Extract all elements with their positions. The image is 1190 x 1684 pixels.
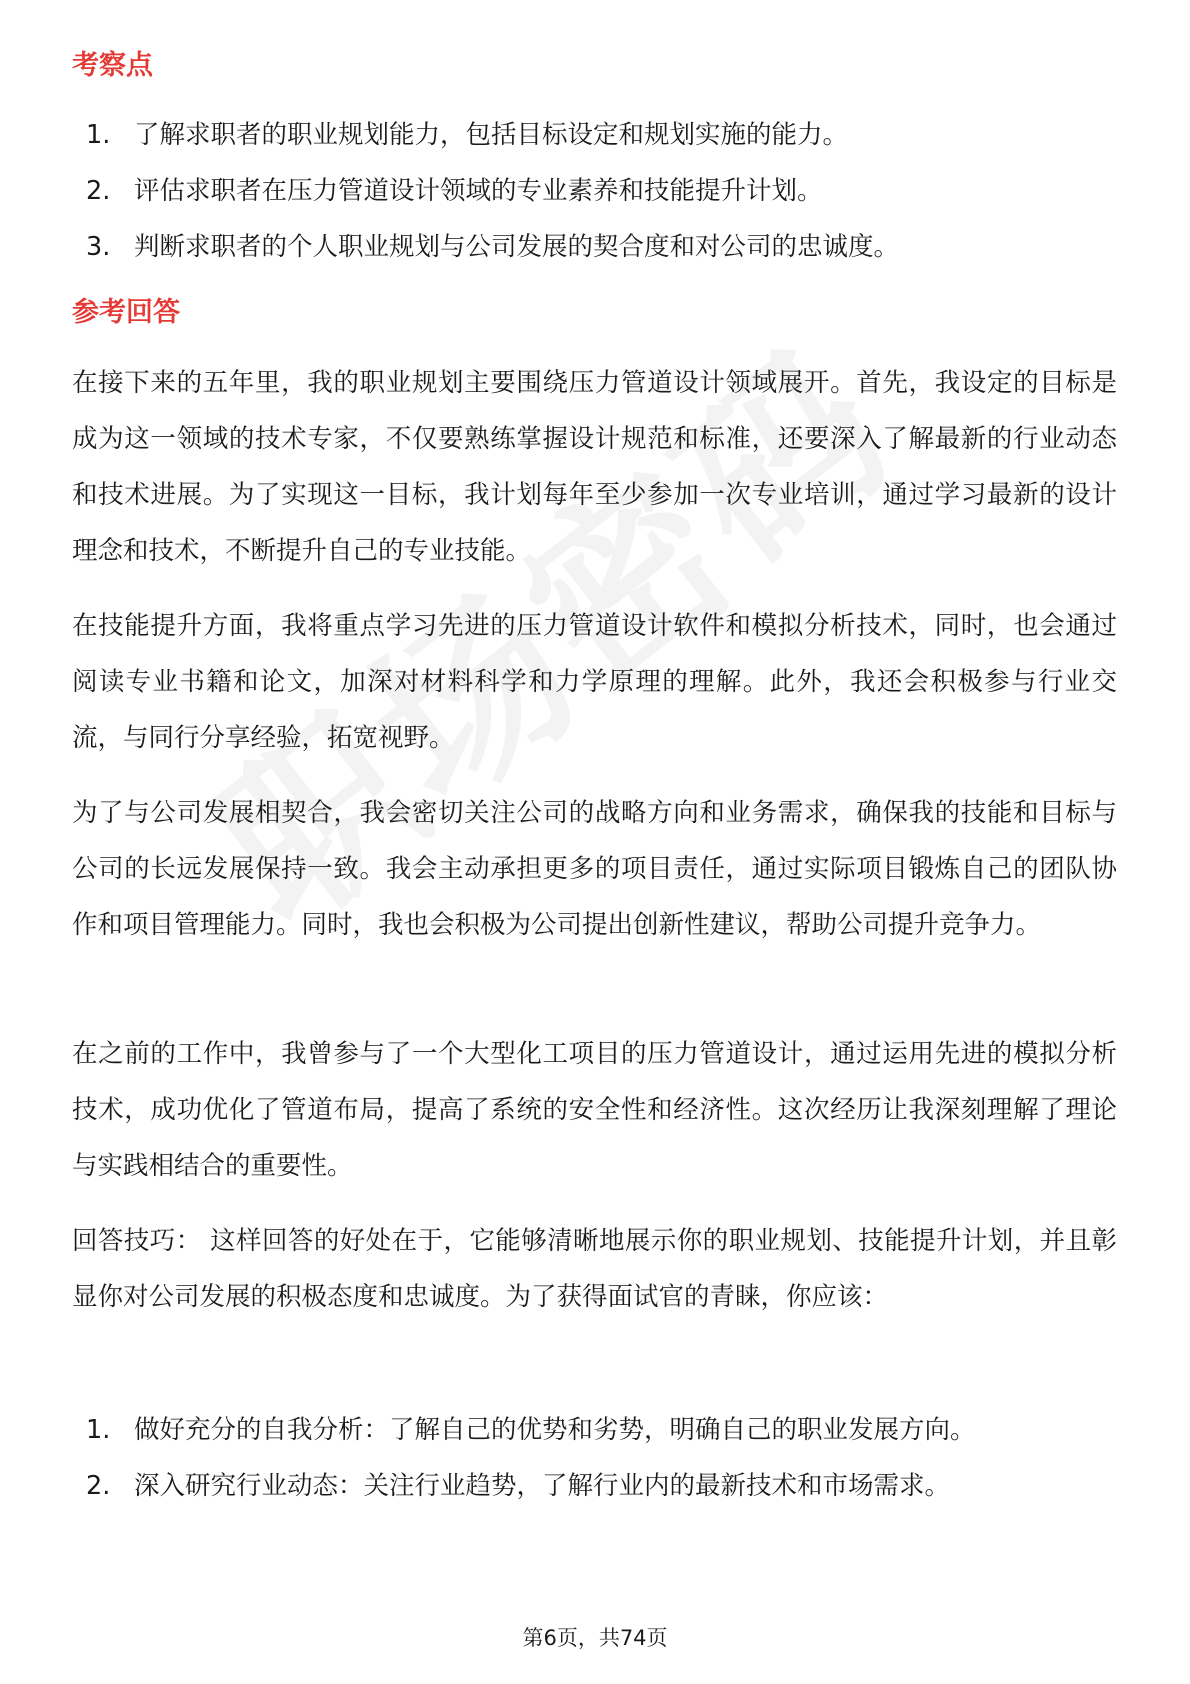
section-heading-reference-answer: 参考回答 xyxy=(72,297,180,328)
list-number: 1. xyxy=(86,120,111,150)
list-item-text: 做好充分的自我分析：了解自己的优势和劣势，明确自己的职业发展方向。 xyxy=(134,1415,976,1445)
list-item xyxy=(72,107,1117,163)
answer-paragraph: 在技能提升方面，我将重点学习先进的压力管道设计软件和模拟分析技术，同时，也会通过阅读专业书籍和论文，加深对材料科学和力学原理的理解。此外，我还会积极参与行业交流，与同行分享经验，拓宽视野。 xyxy=(72,611,1117,753)
list-number: 2. xyxy=(86,176,111,206)
list-item xyxy=(72,1402,1117,1458)
list-number: 3. xyxy=(86,232,111,262)
list-item-text: 了解求职者的职业规划能力，包括目标设定和规划实施的能力。 xyxy=(134,120,849,150)
answer-paragraph: 在接下来的五年里，我的职业规划主要围绕压力管道设计领域展开。首先，我设定的目标是成为这一领域的技术专家，不仅要熟练掌握设计规范和标准，还要深入了解最新的行业动态和技术进展。为了实现这一目标，我计划每年至少参加一次专业培训，通过学习最新的设计理念和技术，不断提升自己的专业技能。 xyxy=(72,368,1117,566)
list-number: 2. xyxy=(86,1471,111,1501)
list-item-text: 深入研究行业动态：关注行业趋势，了解行业内的最新技术和市场需求。 xyxy=(134,1471,951,1501)
exam-points-list xyxy=(72,107,1117,275)
tips-list xyxy=(72,1402,1117,1514)
list-number: 1. xyxy=(86,1415,111,1445)
list-item xyxy=(72,219,1117,275)
page-number: 第6页，共74页 xyxy=(522,1626,668,1650)
list-item-text: 判断求职者的个人职业规划与公司发展的契合度和对公司的忠诚度。 xyxy=(134,232,900,262)
section-heading-exam-points: 考察点 xyxy=(72,50,153,81)
list-item xyxy=(72,163,1117,219)
list-item-text: 评估求职者在压力管道设计领域的专业素养和技能提升计划。 xyxy=(134,176,823,206)
answer-paragraph: 在之前的工作中，我曾参与了一个大型化工项目的压力管道设计，通过运用先进的模拟分析技术，成功优化了管道布局，提高了系统的安全性和经济性。这次经历让我深刻理解了理论与实践相结合的重要性。 xyxy=(72,1039,1117,1181)
list-item xyxy=(72,1458,1117,1514)
answer-paragraph: 为了与公司发展相契合，我会密切关注公司的战略方向和业务需求，确保我的技能和目标与公司的长远发展保持一致。我会主动承担更多的项目责任，通过实际项目锻炼自己的团队协作和项目管理能力。同时，我也会积极为公司提出创新性建议，帮助公司提升竞争力。 xyxy=(72,798,1117,940)
answer-tips-paragraph: 回答技巧： 这样回答的好处在于，它能够清晰地展示你的职业规划、技能提升计划，并且彰显你对公司发展的积极态度和忠诚度。为了获得面试官的青睐，你应该： xyxy=(72,1226,1117,1312)
